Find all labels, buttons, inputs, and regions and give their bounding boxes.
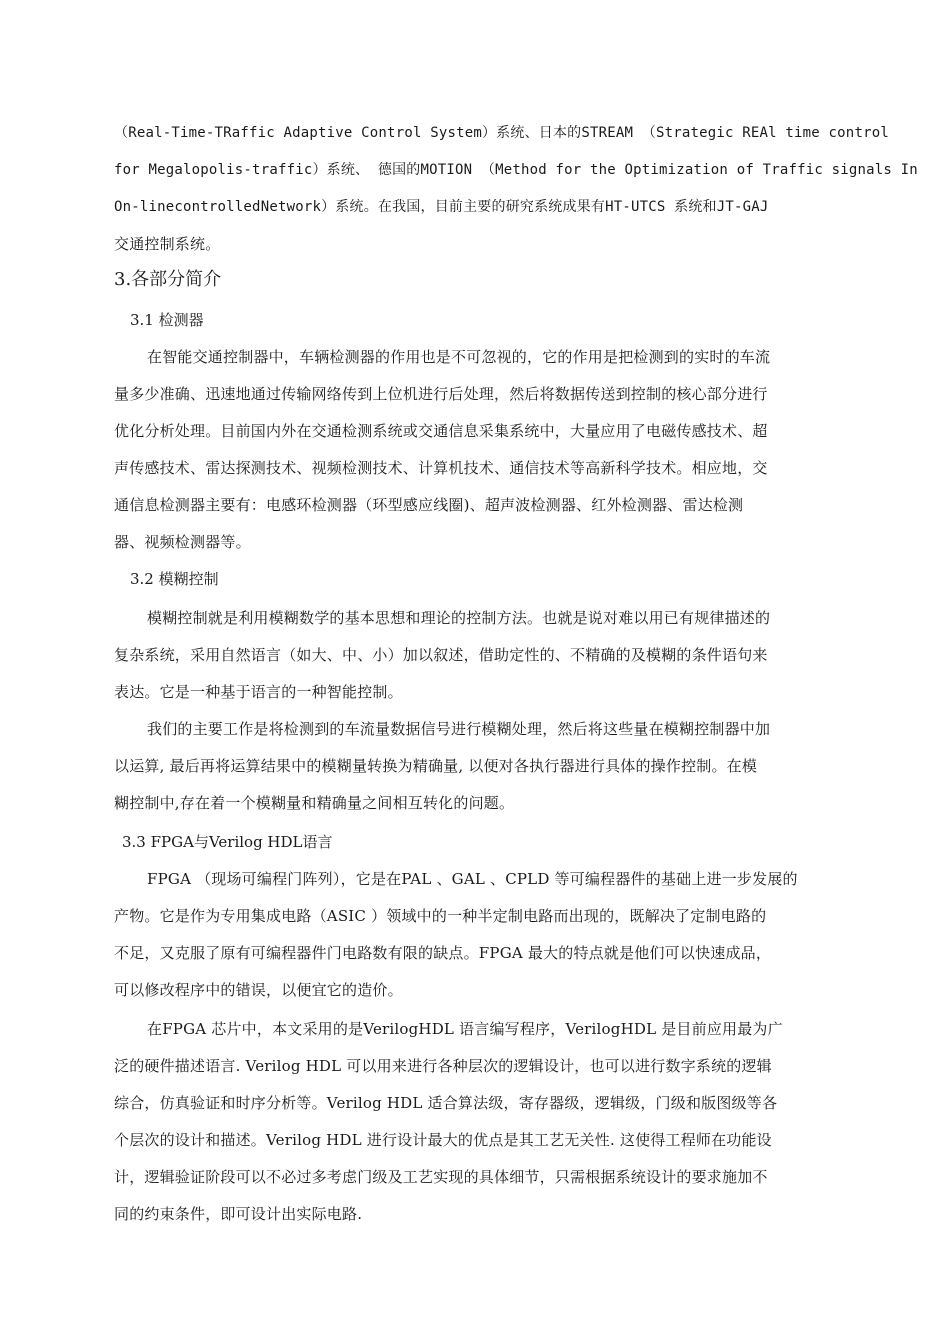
s33-p1-line-3: 不足，又克服了原有可编程器件门电路数有限的缺点。FPGA 最大的特点就是他们可以快速成品， — [114, 944, 772, 962]
s33-p1-line-1: FPGA （现场可编程门阵列），它是在PAL 、GAL 、CPLD 等可编程器件的基础上进一步发展的 — [147, 870, 798, 888]
s32-p2-line-3: 糊控制中,存在着一个模糊量和精确量之间相互转化的问题。 — [114, 794, 515, 812]
s31-line-6: 器、视频检测器等。 — [114, 533, 251, 551]
section-3-heading: 3.各部分简介 — [114, 269, 222, 290]
s31-line-2: 量多少准确、迅速地通过传输网络传到上位机进行后处理，然后将数据传送到控制的核心部分进行 — [114, 385, 768, 403]
s33-p2-line-3: 综合，仿真验证和时序分析等。Verilog HDL 适合算法级，寄存器级，逻辑级，门级和版图级等各 — [114, 1094, 778, 1112]
s33-p2-line-5: 计，逻辑验证阶段可以不必过多考虑门级及工艺实现的具体细节，只需根据系统设计的要求施加不 — [114, 1168, 768, 1186]
s33-p2-line-2: 泛的硬件描述语言. Verilog HDL 可以用来进行各种层次的逻辑设计，也可以进行数字系统的逻辑 — [114, 1057, 772, 1075]
section-3-3-heading: 3.3 FPGA与Verilog HDL语言 — [122, 833, 333, 851]
s31-line-3: 优化分析处理。目前国内外在交通检测系统或交通信息采集系统中，大量应用了电磁传感技术、超 — [114, 422, 768, 440]
intro-line-4: 交通控制系统。 — [114, 235, 221, 253]
s31-line-1: 在智能交通控制器中，车辆检测器的作用也是不可忽视的，它的作用是把检测到的实时的车流 — [147, 348, 771, 366]
s31-line-4: 声传感技术、雷达探测技术、视频检测技术、计算机技术、通信技术等高新科学技术。相应地，交 — [114, 459, 768, 477]
section-3-2-heading: 3.2 模糊控制 — [130, 570, 219, 588]
s32-p2-line-2: 以运算, 最后再将运算结果中的模糊量转换为精确量, 以便对各执行器进行具体的操作控制。在模 — [114, 757, 758, 775]
section-3-1-heading: 3.1 检测器 — [130, 311, 204, 329]
intro-line-1: （Real-Time-TRaffic Adaptive Control System）系统、日本的STREAM （Strategic REAl time control — [114, 125, 889, 141]
intro-line-3: On-linecontrolledNetwork）系统。在我国，目前主要的研究系统成果有HT-UTCS 系统和JT-GAJ — [114, 199, 769, 215]
s32-p1-line-1: 模糊控制就是利用模糊数学的基本思想和理论的控制方法。也就是说对难以用已有规律描述的 — [147, 609, 771, 627]
s33-p2-line-6: 同的约束条件，即可设计出实际电路. — [114, 1205, 363, 1223]
s33-p2-line-1: 在FPGA 芯片中，本文采用的是VerilogHDL 语言编写程序，VerilogHDL 是目前应用最为广 — [147, 1020, 783, 1038]
s33-p2-line-4: 个层次的设计和描述。Verilog HDL 进行设计最大的优点是其工艺无关性. 这使得工程师在功能设 — [114, 1131, 772, 1149]
s32-p2-line-1: 我们的主要工作是将检测到的车流量数据信号进行模糊处理，然后将这些量在模糊控制器中加 — [147, 720, 771, 738]
s31-line-5: 通信息检测器主要有：电感环检测器（环型感应线圈)、超声波检测器、红外检测器、雷达检测 — [114, 496, 744, 514]
s33-p1-line-4: 可以修改程序中的错误，以便宜它的造价。 — [114, 981, 403, 999]
s33-p1-line-2: 产物。它是作为专用集成电路（ASIC ）领域中的一种半定制电路而出现的，既解决了定制电路的 — [114, 907, 767, 925]
s32-p1-line-2: 复杂系统，采用自然语言（如大、中、小）加以叙述，借助定性的、不精确的及模糊的条件语句来 — [114, 646, 768, 664]
intro-line-2: for Megalopolis-traffic）系统、 德国的MOTION （Method for the Optimization of Traffic signals In — [114, 162, 918, 178]
s32-p1-line-3: 表达。它是一种基于语言的一种智能控制。 — [114, 683, 403, 701]
